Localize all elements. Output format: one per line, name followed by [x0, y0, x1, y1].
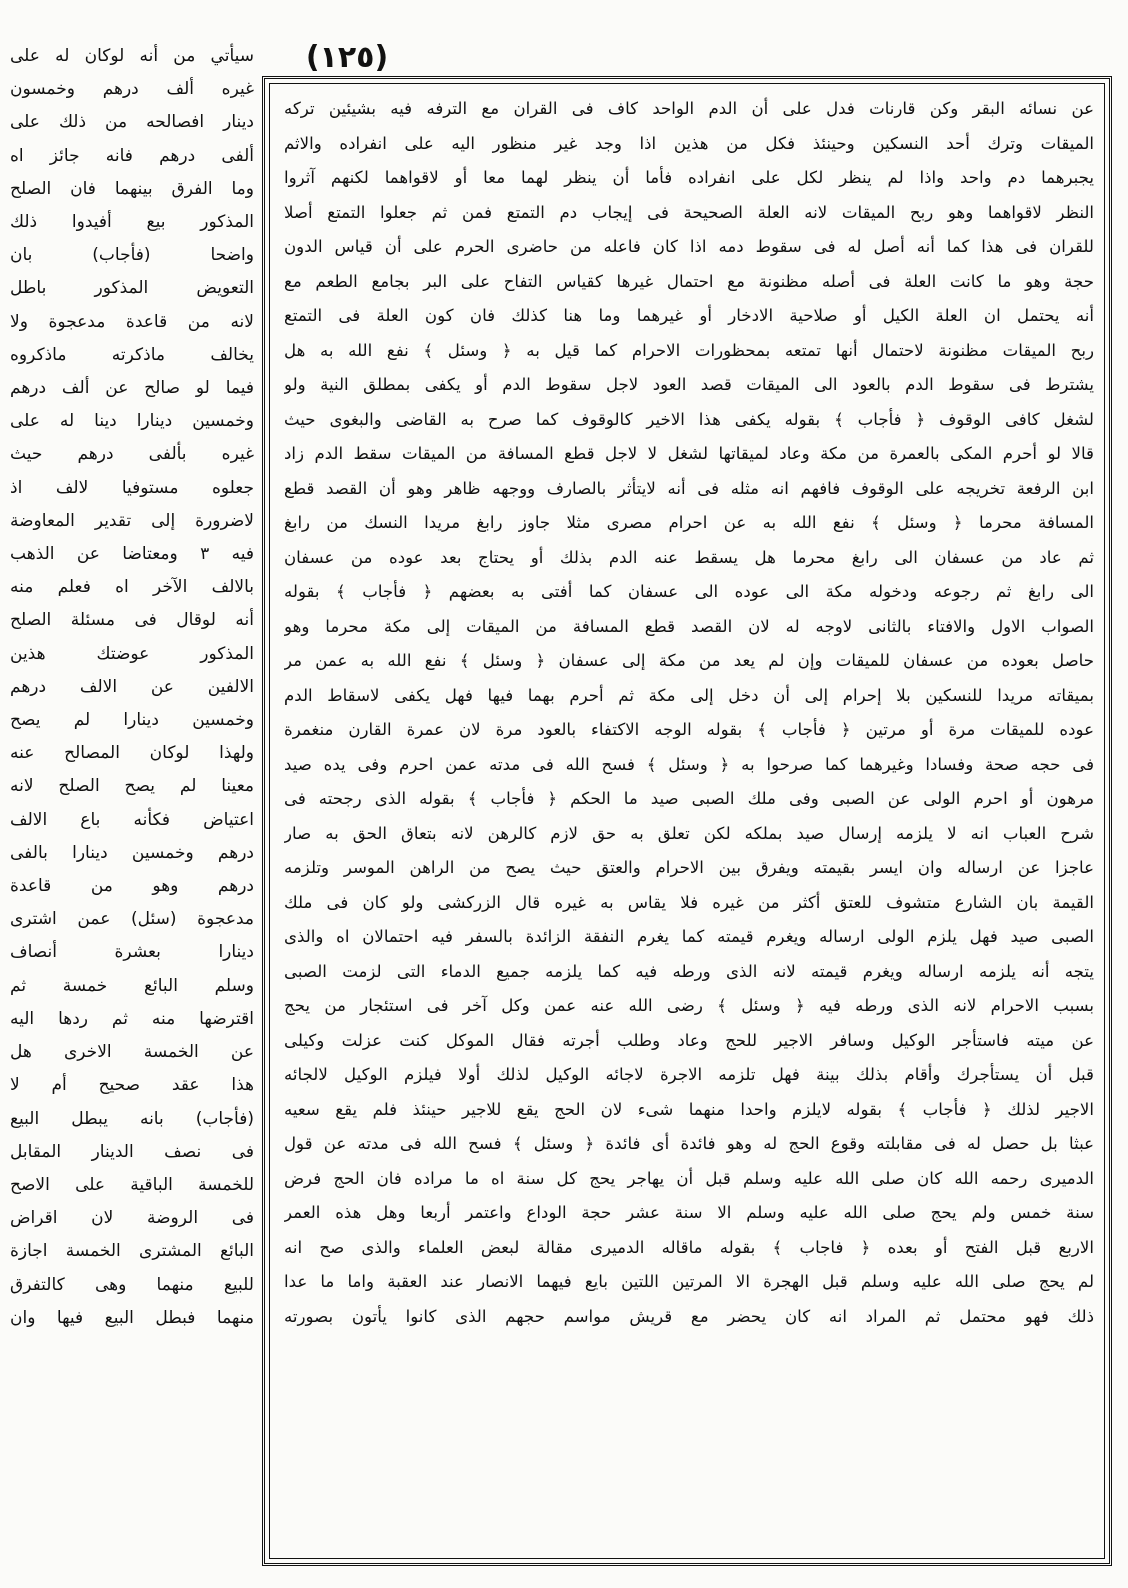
margin-line: معينا لم يصح الصلح لانه	[10, 776, 254, 797]
main-line: الصواب الاول والافتاء بالثانى لاوجه له لان القصد قطع المسافة من الميقات إلى مكة محرما وهو	[284, 616, 1094, 636]
margin-line: فيه ٣ ومعتاضا عن الذهب	[10, 544, 254, 565]
margin-line: فى نصف الدينار المقابل	[10, 1141, 254, 1162]
margin-line: غيره بألفى درهم حيث	[10, 444, 254, 465]
page-number: (١٢٥)	[305, 40, 389, 75]
main-line: عوده للميقات مرة أو مرتين ﴿ فأجاب ﴾ بقوله الوجه الاكتفاء بالعود مرة لان عمرة القارن منغمرة	[284, 720, 1094, 739]
margin-line: البائع المشترى الخمسة اجازة	[10, 1241, 254, 1262]
margin-line: وخمسين دينارا لم يصح	[10, 710, 254, 731]
main-line: عبثا بل حصل له فى مقابلته وقوع الحج له وهو فائدة أى فائدة ﴿ وسئل ﴾ فسح الله فى مدته عن قول	[284, 1134, 1094, 1153]
main-line: الى رابغ ثم رجوعه ودخوله مكة الى عوده الى عسفان كما أفتى به بعضهم ﴿ فأجاب ﴾ بقوله	[284, 582, 1094, 601]
main-line: حجة وهو ما كانت العلة فى أصله مظنونة مع احتمال غيرها كقياس التفاح على البر بجامع الطعم مع	[284, 271, 1094, 291]
main-line: المسافة محرما ﴿ وسئل ﴾ نفع الله به عن احرام مصرى مثلا جاوز رابغ مريدا النسك من رابغ	[284, 513, 1094, 532]
margin-line: بالالف الآخر اه فعلم منه	[10, 577, 254, 598]
main-line: لشغل كافى الوقوف ﴿ فأجاب ﴾ بقوله يكفى هذا الاخير كالوقوف كما صرح به القاضى والبغوى حيث	[284, 409, 1094, 429]
main-line: النظر لاقواهما وهو ربح الميقات لانه العلة الصحيحة فى إيجاب دم التمتع فمن ثم جعلوا التمتع أصلا	[284, 202, 1094, 222]
margin-line: هذا عقد صحيح أم لا	[10, 1075, 254, 1096]
main-line: يتجه أنه يلزمه ارساله ويغرم قيمته لانه الذى ورطه فيه كما يلزمه جميع الدماء التى لزمت الصبى	[284, 961, 1094, 981]
main-text-frame	[262, 76, 1112, 1566]
margin-line: وسلم البائع خمسة ثم	[10, 975, 254, 996]
main-line: قالا لو أحرم المكى بالعمرة من مكة وعاد لميقاتها لشغل لا لاجل قطع المسافة من الميقات سقط الدم زاد	[284, 444, 1094, 463]
main-line: بميقاته مريدا للنسكين بلا إحرام إلى أن دخل إلى مكة ثم أحرم بهما فيها فهل يكفى لاسقاط الدم	[284, 685, 1094, 705]
main-line: بسبب الاحرام لانه الذى ورطه فيه ﴿ وسئل ﴾ رضى الله عنه عمن وكل آخر فى استئجار من يحج	[284, 996, 1094, 1015]
main-line: سنة خمس ولم يحج صلى الله عليه وسلم الا سنة عشر حجة الوداع واعتمر أربعا وهل هذه العمر	[284, 1203, 1094, 1222]
main-line: يشترط فى سقوط الدم بالعود الى الميقات قصد العود لاجل سقوط الدم أو يكفى بمطلق النية ولو	[284, 375, 1094, 394]
main-line: حاصل بعوده من عسفان للميقات وإن لم يعد من مكة إلى عسفان ﴿ وسئل ﴾ نفع الله به عمن مر	[284, 651, 1094, 670]
margin-line: أنه لوقال فى مسئلة الصلح	[10, 610, 254, 631]
margin-line: ألفى درهم فانه جائز اه	[10, 145, 254, 166]
main-line: الصبى صيد فهل يلزم الولى ارساله ويغرم قيمته كما يغرم النفقة الزائدة بالسفر فيه احتمالان اه والذى	[284, 927, 1094, 946]
main-text-body	[284, 92, 1094, 1334]
margin-line: لانه من قاعدة مدعجوة ولا	[10, 311, 254, 332]
margin-commentary	[10, 40, 254, 1335]
main-line: أنه يحتمل ان العلة الكيل أو صلاحية الادخار أو غيرهما وما هنا كذلك فان كون العلة فى التمتع	[284, 306, 1094, 325]
main-line: ذلك فهو محتمل ثم المراد انه كان يحضر مع قريش مواسم حجهم الذى كانوا يأتون بصورته	[284, 1306, 1094, 1326]
margin-line: وخمسين دينارا دينا له على	[10, 411, 254, 432]
main-line: ثم عاد من عسفان الى رابغ محرما هل يسقط عنه الدم بذلك أو يحتاج بعد عوده من عسفان	[284, 547, 1094, 567]
main-line: عن ميته فاستأجر الوكيل وسافر الاجير للحج وعاد وطلب أجرته فقال الموكل كنت عزلت وكيلى	[284, 1030, 1094, 1050]
margin-line: فيما لو صالح عن ألف درهم	[10, 378, 254, 399]
margin-line: دينارا بعشرة أنصاف	[10, 942, 254, 963]
margin-line: جعلوه مستوفيا لالف اذ	[10, 477, 254, 498]
margin-line: التعويض المذكور باطل	[10, 278, 254, 299]
margin-line: درهم وخمسين دينارا بالفى	[10, 842, 254, 863]
margin-line: درهم وهو من قاعدة	[10, 876, 254, 897]
main-line: لم يحج صلى الله عليه وسلم قبل الهجرة الا المرتين اللتين بايع فيهما الانصار عند العقبة واما ما عدا	[284, 1272, 1094, 1291]
margin-line: واضحا (فأجاب) بان	[10, 245, 254, 266]
main-line: عاجزا عن ارساله وان ايسر بقيمته ويفرق بين الاحرام والعتق حيث يصح من الراهن الموسر وتلزمه	[284, 858, 1094, 877]
margin-line: عن الخمسة الاخرى هل	[10, 1042, 254, 1063]
main-line: الميقات وترك أحد النسكين وحينئذ فكل من هذين اذا وجد غير منظور اليه على انفراده والاثم	[284, 133, 1094, 153]
margin-line: فى الروضة لان اقراض	[10, 1208, 254, 1229]
main-text-inner-border	[269, 83, 1105, 1559]
margin-line: دينار افصالحه من ذلك على	[10, 112, 254, 133]
margin-line: اقترضها منه ثم ردها اليه	[10, 1008, 254, 1029]
main-line: القيمة بان الشارع متشوف للعتق أكثر من غيره فلا يقاس به غيره قال الزركشى ولو كان فى ملك	[284, 892, 1094, 912]
margin-line: (فأجاب) بانه يبطل البيع	[10, 1108, 254, 1129]
margin-line: مدعجوة (سئل) عمن اشترى	[10, 909, 254, 930]
margin-line: المذكور عوضتك هذين	[10, 643, 254, 664]
margin-line: منهما فبطل البيع فيها وان	[10, 1307, 254, 1328]
main-line: ربح الميقات مظنونة لاحتمال أنها تمتعه بمحظورات الاحرام كما قيل به ﴿ وسئل ﴾ نفع الله به هل	[284, 340, 1094, 360]
margin-line: ولهذا لوكان المصالح عنه	[10, 743, 254, 764]
margin-line: المذكور بيع أفيدوا ذلك	[10, 212, 254, 233]
main-line: يجبرهما دم واحد واذا لم ينظر لكل على انفراده فأما أن ينظر لهما معا أو لاقواهما لكنهم آثروا	[284, 168, 1094, 187]
main-line: قبل أن يستأجرك وأقام بذلك بينة فهل تلزمه الاجرة لاجائه الوكيل لذلك أولا فيلزم الوكيل لالجائه	[284, 1065, 1094, 1084]
margin-line: الالفين عن الالف درهم	[10, 676, 254, 697]
main-line: الاربع قبل الفتح أو بعده ﴿ فاجاب ﴾ بقوله ماقاله الدميرى مقالة لبعض العلماء والذى صح انه	[284, 1237, 1094, 1257]
margin-line: غيره ألف درهم وخمسون	[10, 79, 254, 100]
main-line: ابن الرفعة تخريجه على الوقوف فافهم انه مثله فى أنه لايتأثر بالصارف ووجهه ظاهر وهو أن القصد قطع	[284, 478, 1094, 498]
main-line: شرح العباب انه لا يلزمه إرسال صيد بملكه لكن تعلق به حق لازم كالرهن لانه بتعاق الحق به صار	[284, 823, 1094, 843]
main-line: للقران فى هذا كما أنه أصل له فى سقوط دمه اذا كان فاعله من حاضرى الحرم على أن قياس الدون	[284, 237, 1094, 256]
margin-line: سيأتي من أنه لوكان له على	[10, 46, 254, 66]
margin-line: لاضرورة إلى تقدير المعاوضة	[10, 510, 254, 531]
main-line: الدميرى رحمه الله كان صلى الله عليه وسلم قبل أن يهاجر يحج كل سنة اه ما مراده فان الحج فرض	[284, 1168, 1094, 1188]
main-line: عن نسائه البقر وكن قارنات فدل على أن الدم الواحد كاف فى القران مع الترفه فيه بشيئين تركه	[284, 99, 1094, 118]
main-line: فى حجه صحة وفسادا وغيرهما كما صرحوا به ﴿ وسئل ﴾ فسح الله فى مدته عمن احرم وفى يده صيد	[284, 754, 1094, 774]
margin-line: اعتياض فكأنه باع الالف	[10, 809, 254, 830]
margin-line: يخالف ماذكرته ماذكروه	[10, 344, 254, 365]
main-line: الاجير لذلك ﴿ فأجاب ﴾ بقوله لايلزم واحدا منهما شىء لان الحج يقع للاجير حينئذ فلم يقع سعيه	[284, 1099, 1094, 1119]
main-line: مرهون أو احرم الولى عن الصبى وفى ملك الصبى صيد ما الحكم ﴿ فأجاب ﴾ بقوله الذى رجحته فى	[284, 789, 1094, 808]
margin-line: للخمسة الباقية على الاصح	[10, 1174, 254, 1195]
margin-line: للبيع منهما وهى كالتفرق	[10, 1274, 254, 1295]
margin-line: وما الفرق بينهما فان الصلح	[10, 178, 254, 199]
